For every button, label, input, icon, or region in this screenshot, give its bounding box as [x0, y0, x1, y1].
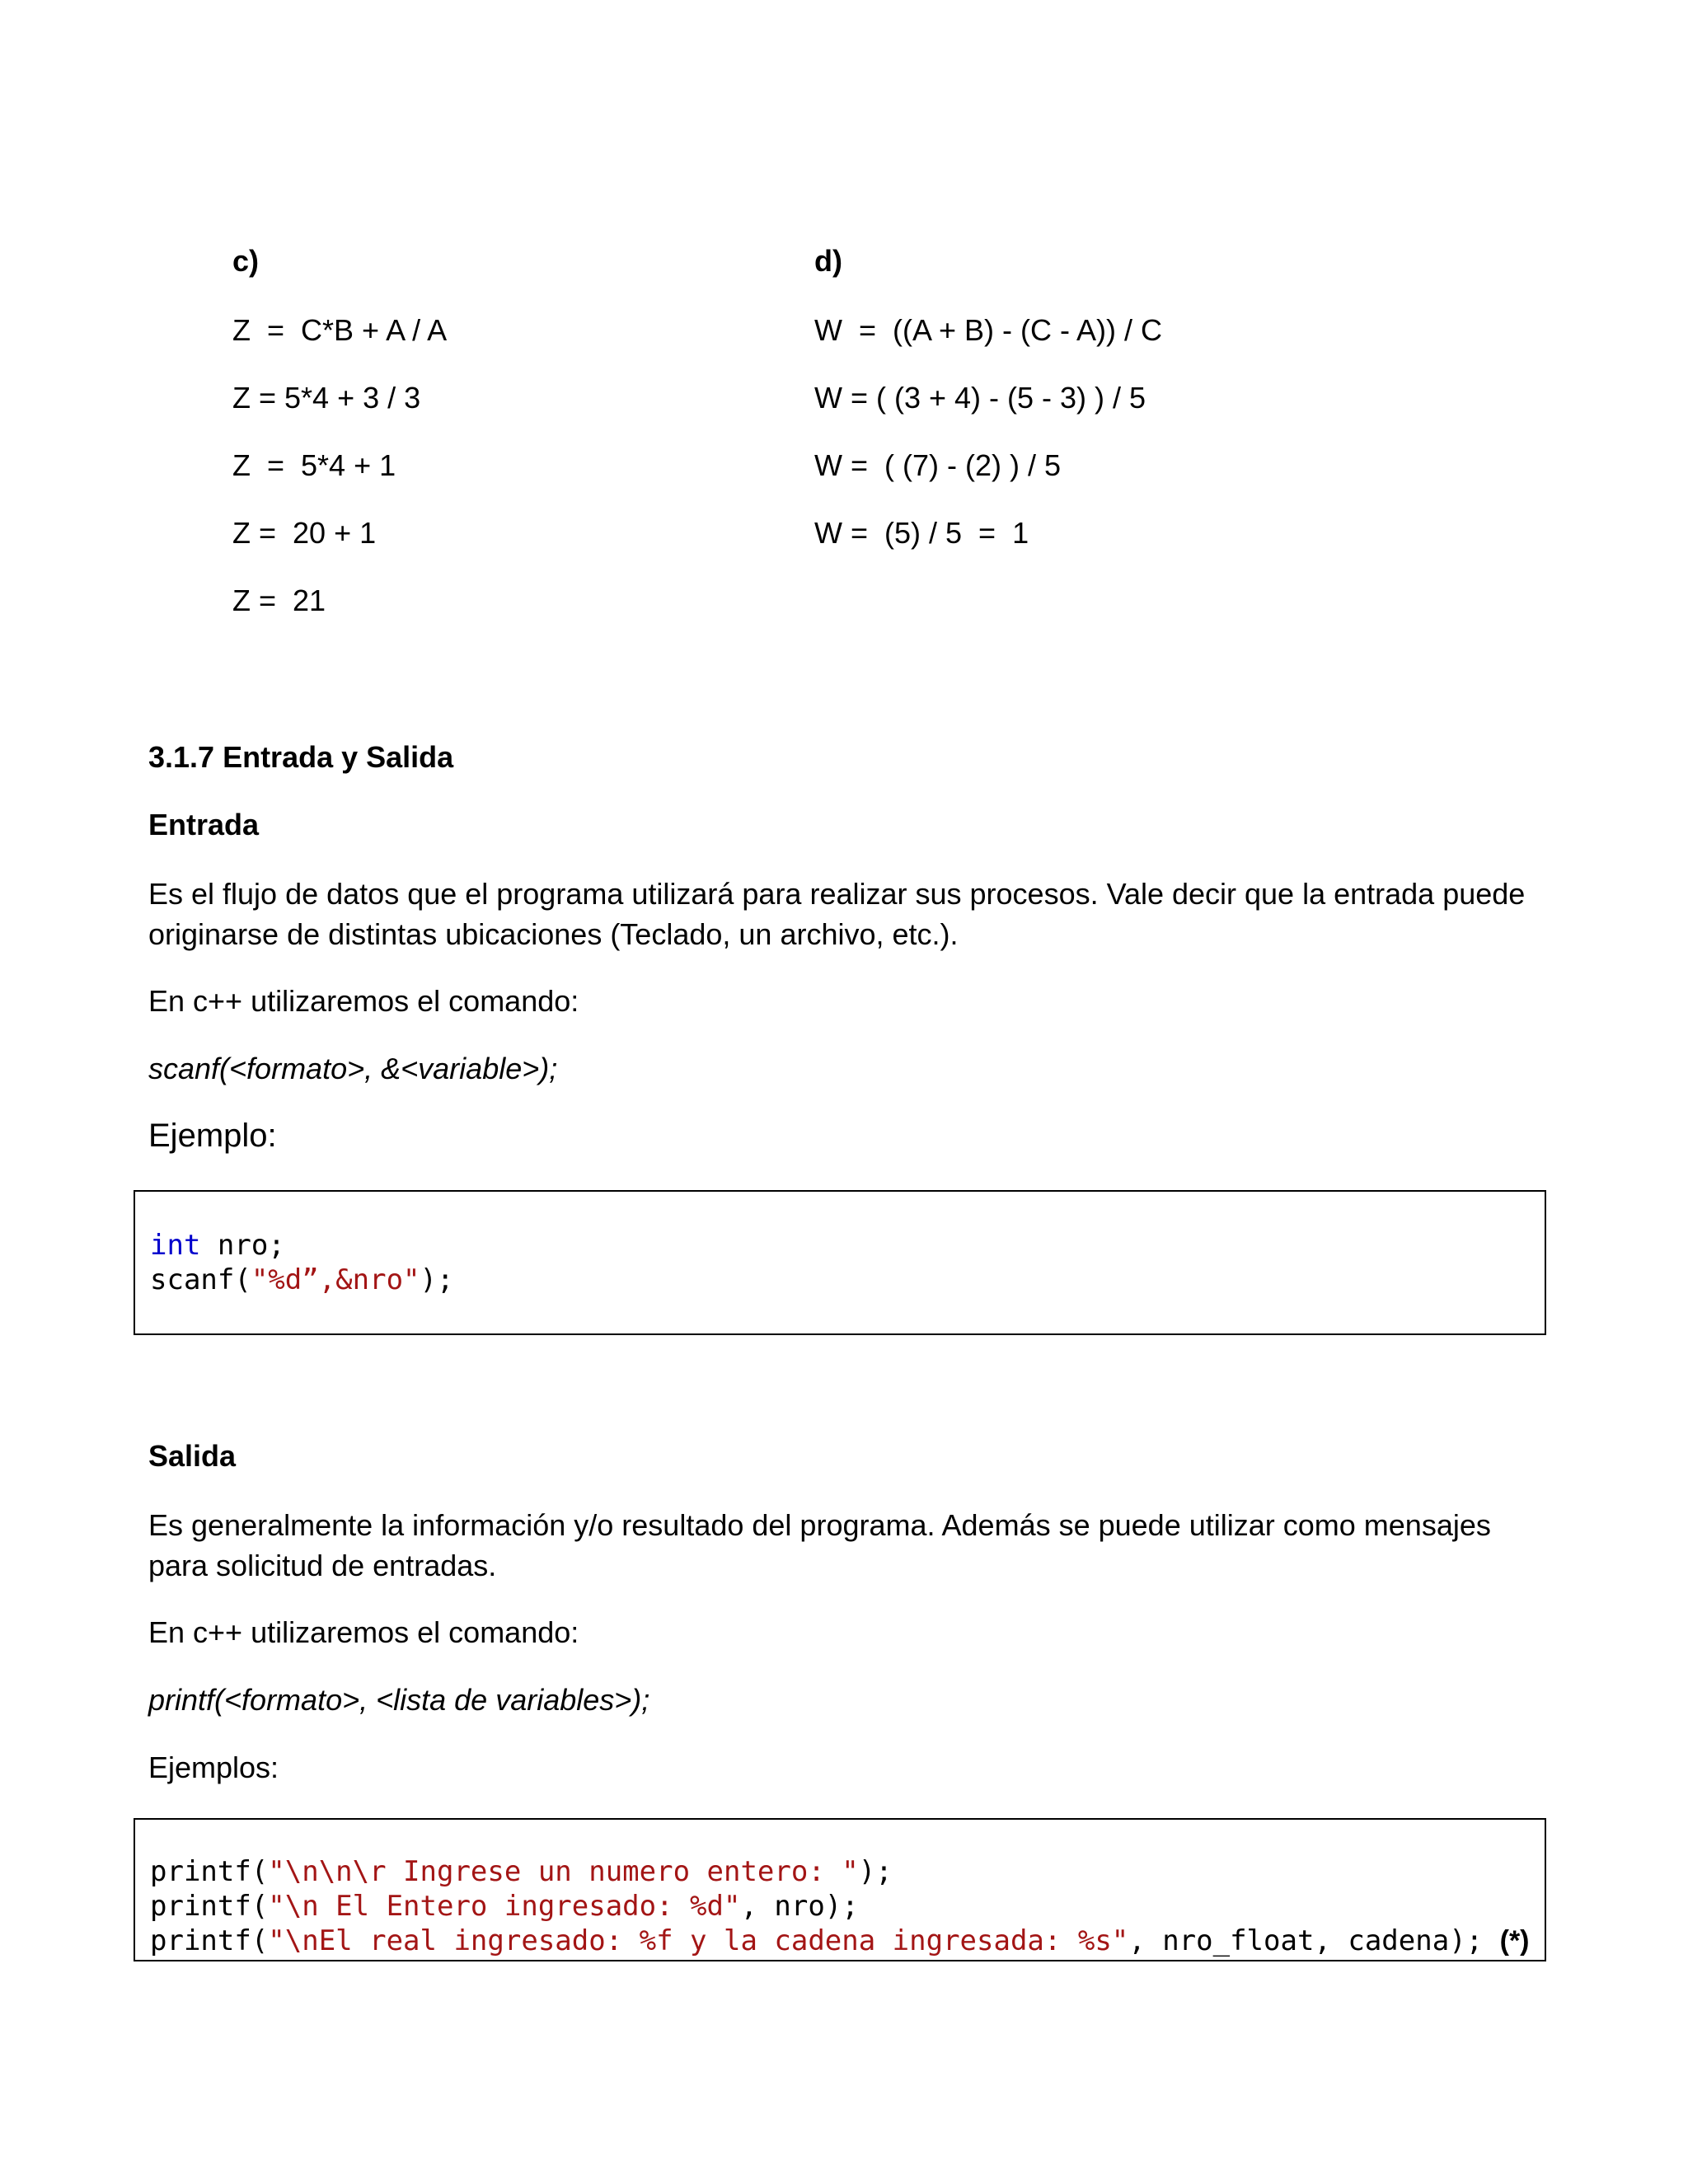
entrada-syntax: scanf(<formato>, &<variable>); — [148, 1052, 558, 1085]
code-string: "\n\n\r Ingrese un numero entero: " — [268, 1855, 859, 1888]
salida-paragraph: Es generalmente la información y/o resultado del programa. Además se puede utilizar como mensajes para solicitud de entradas. — [148, 1508, 1491, 1582]
example-d-label: d) — [814, 244, 842, 278]
code-text: scanf( — [150, 1263, 251, 1296]
example-c-line-2: Z = 5*4 + 3 / 3 — [232, 381, 421, 415]
code-string: "%d”,&nro" — [251, 1263, 420, 1296]
entrada-code-line-1 — [150, 1228, 285, 1263]
code-string: "\n El Entero ingresado: %d" — [268, 1890, 741, 1923]
salida-code-box — [134, 1818, 1546, 1961]
example-c-line-5: Z = 21 — [232, 583, 326, 617]
example-d-line-2: W = ( (3 + 4) - (5 - 3) ) / 5 — [814, 381, 1146, 415]
entrada-example-label: Ejemplo: — [148, 1118, 277, 1154]
salida-syntax: printf(<formato>, <lista de variables>); — [148, 1683, 650, 1717]
code-text: printf( — [150, 1890, 269, 1923]
salida-heading: Salida — [148, 1439, 237, 1473]
code-text: , nro); — [740, 1890, 859, 1923]
example-d-line-4: W = (5) / 5 = 1 — [814, 516, 1029, 550]
entrada-heading: Entrada — [148, 808, 260, 841]
example-c-label: c) — [232, 244, 260, 278]
entrada-paragraph: Es el flujo de datos que el programa utilizará para realizar sus procesos. Vale decir que la entrada puede originarse de distintas ubicaciones (Teclado, un archivo, etc.). — [148, 877, 1526, 951]
entrada-code-line-2 — [150, 1263, 453, 1297]
entrada-command-intro: En c++ utilizaremos el comando: — [148, 984, 579, 1018]
code-text: printf( — [150, 1855, 269, 1888]
code-text: nro; — [200, 1229, 285, 1262]
salida-code-line-2 — [150, 1889, 859, 1924]
salida-command-intro: En c++ utilizaremos el comando: — [148, 1615, 579, 1649]
footnote-marker: (*) — [1499, 1925, 1530, 1957]
example-c-line-4: Z = 20 + 1 — [232, 516, 377, 550]
example-c-line-1: Z = C*B + A / A — [232, 313, 448, 347]
example-c-line-3: Z = 5*4 + 1 — [232, 448, 396, 482]
example-d-line-1: W = ((A + B) - (C - A)) / C — [814, 313, 1163, 347]
section-title: 3.1.7 Entrada y Salida — [148, 740, 454, 774]
entrada-code-box — [134, 1190, 1546, 1335]
salida-code-line-1 — [150, 1854, 893, 1889]
code-text: ); — [420, 1263, 454, 1296]
code-text: printf( — [150, 1924, 269, 1957]
salida-code-line-3 — [150, 1924, 1530, 1958]
code-text: ); — [858, 1855, 893, 1888]
code-text: , nro_float, cadena); — [1128, 1924, 1484, 1957]
code-string: "\nEl real ingresado: %f y la cadena ingresada: %s" — [268, 1924, 1129, 1957]
example-d-line-3: W = ( (7) - (2) ) / 5 — [814, 448, 1062, 482]
salida-example-label: Ejemplos: — [148, 1750, 279, 1784]
code-keyword: int — [150, 1229, 201, 1262]
